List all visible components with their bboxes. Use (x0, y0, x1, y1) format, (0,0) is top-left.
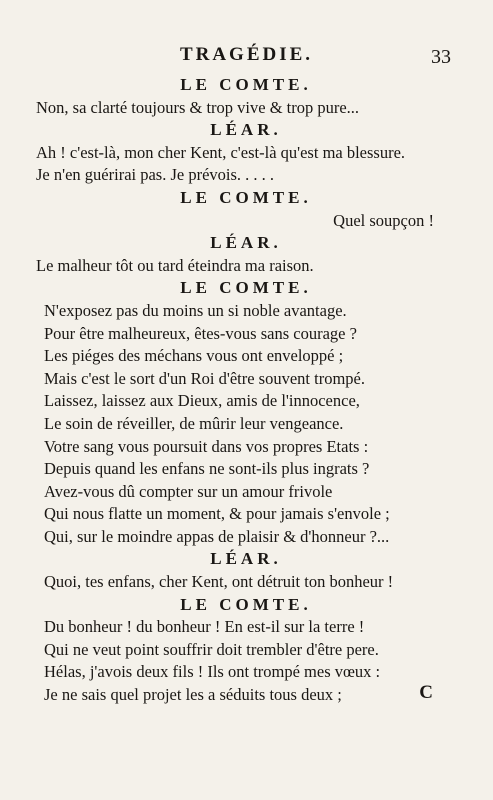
verse-line: Laissez, laissez aux Dieux, amis de l'innocence, (44, 391, 360, 411)
verse-line: Les piéges des méchans vous ont enveloppé ; (44, 346, 344, 366)
verse-line: Mais c'est le sort d'un Roi d'être souvent trompé. (44, 368, 365, 388)
verse-line: N'exposez pas du moins un si noble avantage. (44, 300, 347, 320)
page-header (0, 44, 493, 72)
verse-line: Quoi, tes enfans, cher Kent, ont détruit ton bonheur ! (44, 572, 394, 592)
verse-line: Le malheur tôt ou tard éteindra ma raison. (36, 255, 314, 275)
verse-line: Le soin de réveiller, de mûrir leur vengeance. (44, 413, 344, 433)
verse-line: Je n'en guérirai pas. Je prévois. . . . . (36, 165, 275, 185)
verse-line: Du bonheur ! du bonheur ! En est-il sur la terre ! (44, 617, 365, 637)
speaker-name: LÉAR. (210, 233, 282, 253)
verse-line: Qui ne veut point souffrir doit trembler d'être pere. (44, 639, 379, 659)
verse-line: Ah ! c'est-là, mon cher Kent, c'est-là qu'est ma blessure. (36, 142, 406, 162)
verse-line: Votre sang vous poursuit dans vos propres Etats : (44, 436, 369, 456)
verse-line: Avez-vous dû compter sur un amour frivole (44, 481, 333, 501)
verse-line: Non, sa clarté toujours & trop vive & trop pure... (36, 97, 360, 117)
verse-line: Je ne sais quel projet les a séduits tous deux ; (44, 685, 342, 705)
speaker-name: LE COMTE. (180, 187, 312, 207)
verse-line: Hélas, j'avois deux fils ! Ils ont trompé mes vœux : (44, 662, 381, 682)
verse-line: Quel soupçon ! (333, 210, 434, 230)
speaker-name: LE COMTE. (180, 75, 312, 94)
play-text (36, 74, 456, 707)
catchword: C (419, 682, 433, 703)
page-number: 33 (431, 46, 451, 68)
running-head: TRAGÉDIE. (179, 44, 314, 65)
verse-line: Qui nous flatte un moment, & pour jamais s'envole ; (44, 504, 390, 524)
speaker-name: LE COMTE. (180, 278, 312, 298)
speaker-name: LÉAR. (210, 549, 282, 569)
speaker-name: LE COMTE. (180, 594, 312, 614)
speaker-name: LÉAR. (210, 120, 282, 140)
verse-line: Qui, sur le moindre appas de plaisir & d'honneur ?... (44, 526, 390, 546)
verse-line: Depuis quand les enfans ne sont-ils plus ingrats ? (44, 459, 370, 479)
verse-line: Pour être malheureux, êtes-vous sans courage ? (44, 323, 357, 343)
